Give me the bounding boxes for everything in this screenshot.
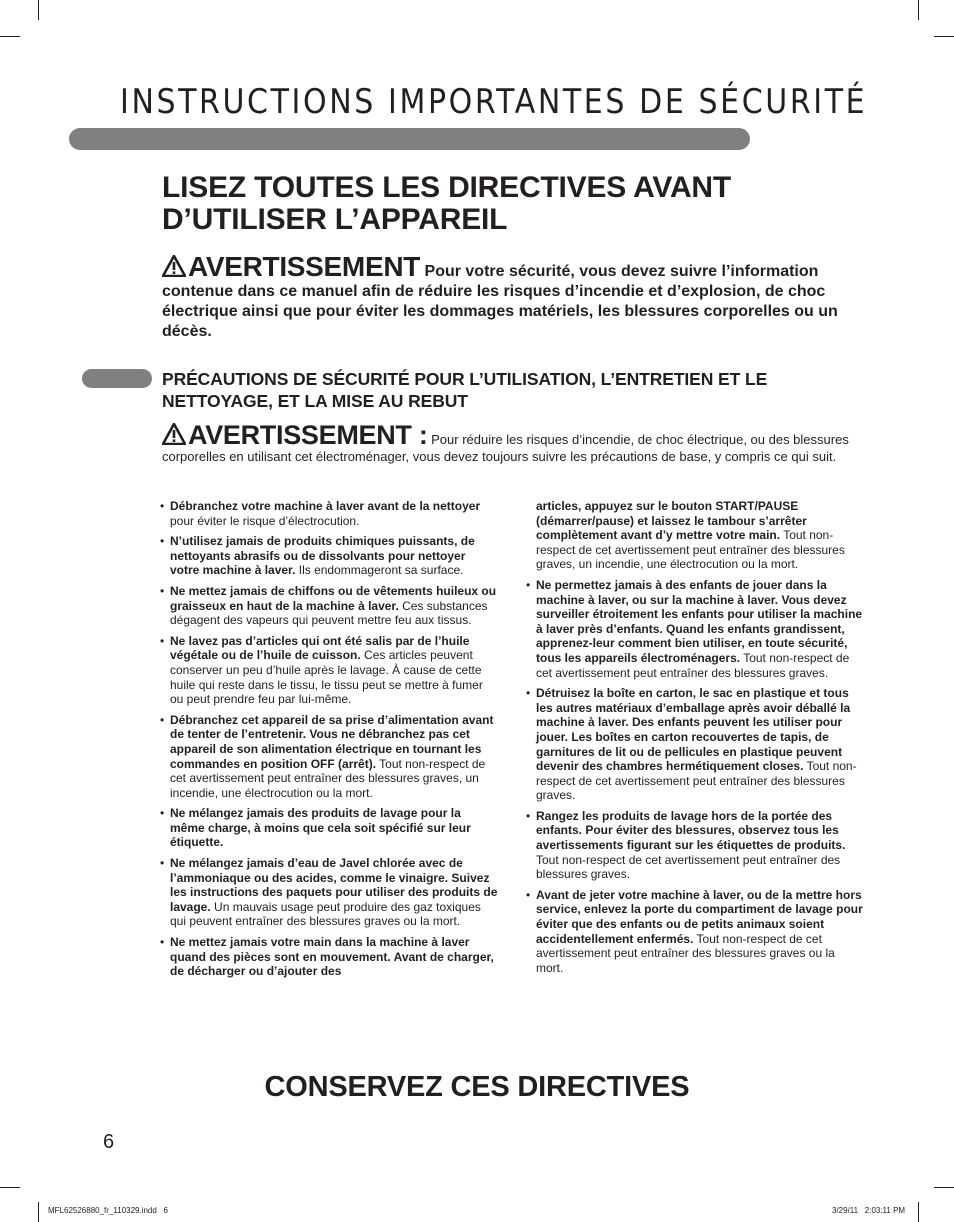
section-heading: PRÉCAUTIONS DE SÉCURITÉ POUR L’UTILISATION, L’ENTRETIEN ET LE NETTOYAGE, ET LA MISE AU REBUT — [162, 369, 768, 411]
title-divider-bar — [69, 128, 750, 150]
list-item: • Débranchez cet appareil de sa prise d’alimentation avant de tenter de l’entretenir. Vous ne débranchez pas cet appareil de son alimentation électrique en tournant les commandes en position OFF (arrêt). Tout non-respect de cet avertissement peut entraîner des blessures graves, un incendie, une électrocution ou la mort. — [160, 712, 494, 800]
list-item: • Ne mettez jamais de chiffons ou de vêtements huileux ou graisseux en haut de la machine à laver. Ces substances dégagent des vapeurs qui peuvent mettre feu aux tissus. — [160, 583, 497, 628]
list-item: • Ne mettez jamais votre main dans la machine à laver quand des pièces sont en mouvement. Avant de charger, de décharger ou d’ajouter des — [160, 935, 494, 979]
crop-mark — [38, 0, 39, 20]
warning-text: Pour réduire les risques d’incendie, de choc électrique, ou des blessures corporelles en utilisant cet électroménager, vous devez toujours suivre les précautions de base, y compris ce qui suit. — [162, 432, 849, 464]
crop-mark — [934, 1187, 954, 1188]
section-marker-bar — [82, 369, 152, 388]
list-item: • Ne mélangez jamais des produits de lavage pour la même charge, à moins que cela soit spécifié sur leur étiquette. — [160, 806, 471, 850]
list-item: • N’utilisez jamais de produits chimiques puissants, de nettoyants abrasifs ou de dissolvants pour nettoyer votre machine à laver. Ils endommageront sa surface. — [160, 534, 475, 578]
list-item: • Débranchez votre machine à laver avant de la nettoyer pour éviter le risque d’électrocution. — [160, 499, 481, 528]
crop-mark — [918, 0, 919, 20]
list-item: • Détruisez la boîte en carton, le sac en plastique et tous les autres matériaux d’emballage après avoir déballé la machine à laver. Des enfants peuvent les utiliser pour jouer. Les boîtes en carton recouvertes de tapis, de garnitures de lit ou de pellicules en plastique peuvent devenir des chambres hermétiquement closes. Tout non-respect de cet avertissement peut entraîner des blessures graves. — [526, 686, 857, 803]
list-item: • Ne mélangez jamais d’eau de Javel chlorée avec de l’ammoniaque ou des acides, comme le vinaigre. Suivez les instructions des paquets pour utiliser des produits de lavage. Un mauvais usage peut produire des gaz toxiques qui peuvent entraîner des blessures graves ou la mort. — [160, 856, 498, 929]
list-item: • Ne permettez jamais à des enfants de jouer dans la machine à laver, ou sur la machine à laver. Vous devez surveiller étroitement les enfants pour utiliser la machine à laver près d’enfants. Quand les enfants grandissent, apprenez-leur comment bien utiliser, en toute sécurité, tous les appareils électroménagers. Tout non-respect de cet avertissement peut entraîner des blessures graves. — [526, 577, 863, 680]
warning-text: Pour votre sécurité, vous devez suivre l’information contenue dans ce manuel afin de réduire les risques d’incendie et d’explosion, de choc électrique ainsi que pour éviter les dommages matériels, les blessures corporelles ou un décès. — [162, 263, 838, 340]
crop-mark — [934, 36, 954, 37]
right-column — [526, 499, 864, 981]
crop-mark — [0, 36, 20, 37]
left-column — [160, 499, 498, 985]
footer-heading: CONSERVEZ CES DIRECTIVES — [264, 1071, 690, 1103]
list-item: • Avant de jeter votre machine à laver, ou de la mettre hors service, enlevez la porte du compartiment de lavage pour éviter que des enfants ou de petits animaux soient accidentellement enfermés. Tout non-respect de cet avertissement peut entraîner des blessures graves ou la mort. — [526, 887, 863, 975]
crop-mark — [0, 1187, 20, 1188]
main-heading: LISEZ TOUTES LES DIRECTIVES AVANT D’UTILISER L’APPAREIL — [162, 171, 732, 236]
warning-triangle-icon — [162, 255, 186, 277]
print-slug-timestamp: 3/29/11 2:03:11 PM — [832, 1206, 906, 1215]
list-item: • Ne lavez pas d’articles qui ont été salis par de l’huile végétale ou de l’huile de cuisson. Ces articles peuvent conserver un peu d’huile après le lavage. À cause de cette huile qui reste dans le tissu, le tissu peut se mettre à fumer ou peut prendre feu par lui-même. — [160, 633, 483, 707]
crop-mark — [918, 1202, 919, 1222]
page-title: INSTRUCTIONS IMPORTANTES DE SÉCURITÉ — [120, 82, 868, 122]
warning-block-1 — [162, 251, 862, 342]
warning-label: AVERTISSEMENT — [188, 251, 421, 282]
list-item: • Rangez les produits de lavage hors de la portée des enfants. Pour éviter des blessures, observez tous les avertissements figurant sur les étiquettes de produits. Tout non-respect de cet avertissement peut entraîner des blessures graves. — [526, 808, 846, 882]
print-slug-filename: MFL62526880_fr_110329.indd 6 — [48, 1206, 168, 1215]
page-number: 6 — [103, 1131, 115, 1153]
warning-triangle-icon — [162, 423, 186, 445]
warning-label: AVERTISSEMENT : — [188, 420, 428, 450]
warning-block-2 — [162, 420, 862, 465]
crop-mark — [38, 1202, 39, 1222]
list-item-continuation: articles, appuyez sur le bouton START/PAUSE (démarrer/pause) et laissez le tambour s’arrêter complètement avant d’y mettre votre main. Tout non-respect de cet avertissement peut entraîner des blessures graves, un incendie, une électrocution ou la mort. — [536, 499, 845, 572]
